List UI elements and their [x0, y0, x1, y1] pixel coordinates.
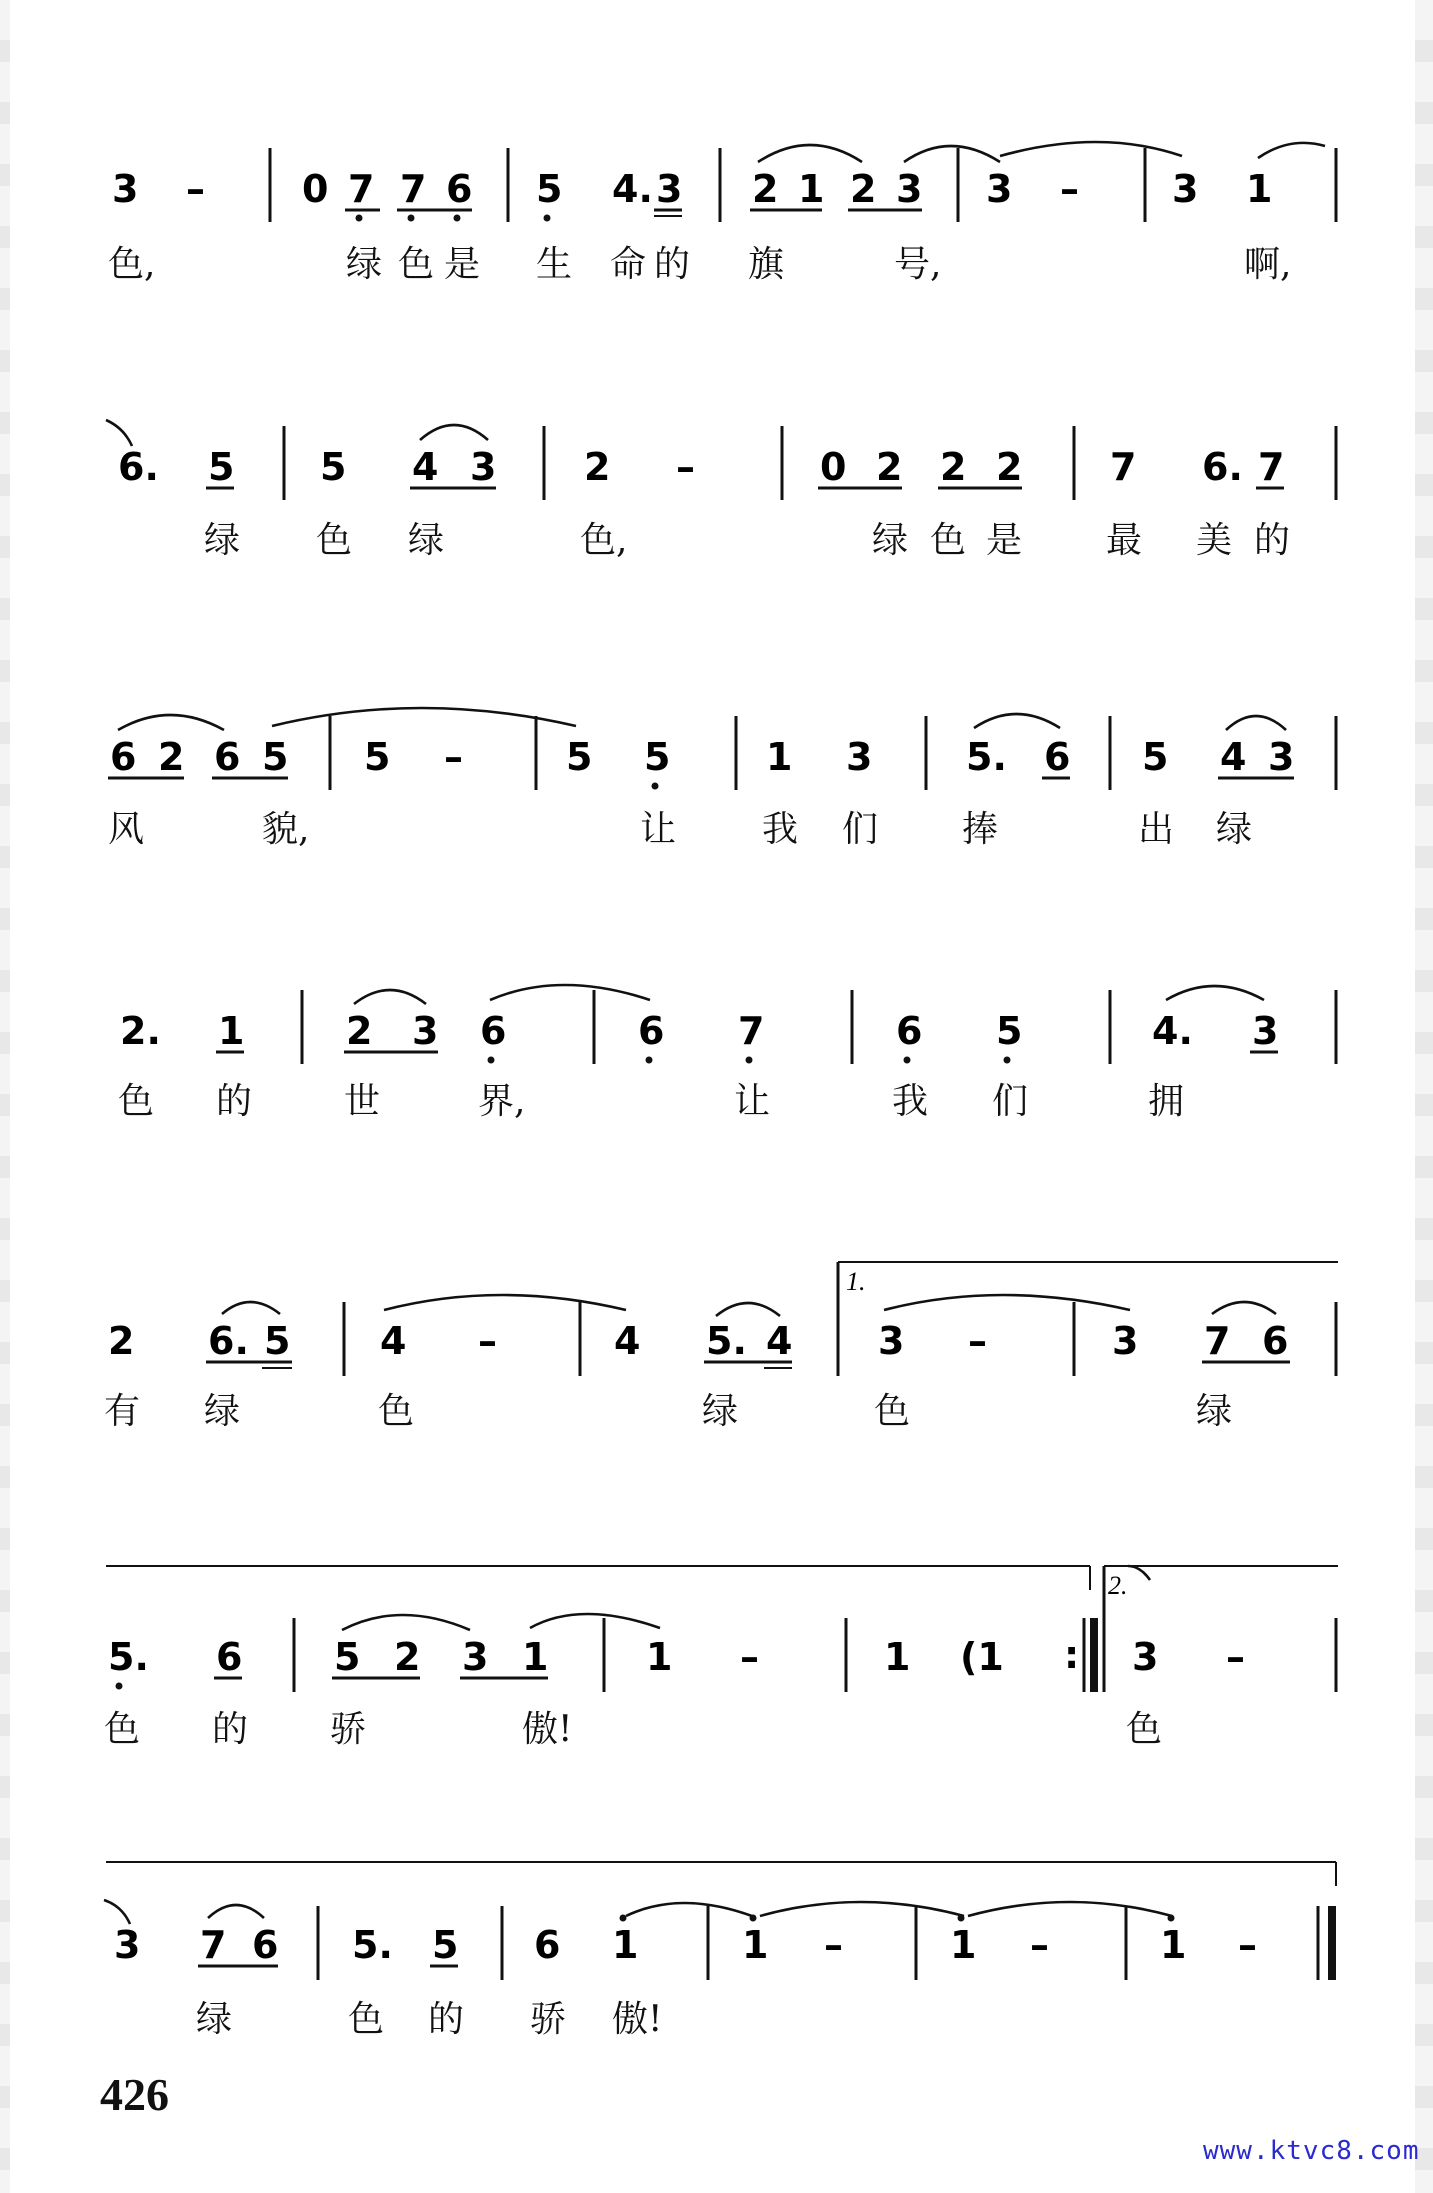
note: 4	[412, 445, 439, 489]
dash: –	[824, 1923, 843, 1967]
note: 5	[334, 1635, 361, 1679]
lyrics-row-5	[0, 1390, 1433, 1440]
high-octave-dot	[750, 1915, 757, 1922]
slur	[354, 990, 426, 1004]
lyric: 出	[1138, 809, 1175, 850]
note: 7	[200, 1923, 227, 1967]
repeat-sign: :	[1064, 1633, 1080, 1677]
note: 3	[896, 167, 923, 211]
note: 1	[766, 735, 793, 779]
lyric: 绿	[1216, 809, 1253, 850]
note: 3	[462, 1635, 489, 1679]
tie	[530, 1614, 660, 1628]
lyric: 旗	[748, 244, 785, 285]
dash: –	[1226, 1635, 1245, 1679]
lyric: 色	[104, 1709, 141, 1750]
note: 2	[850, 167, 877, 211]
lyric: 命	[610, 244, 647, 285]
note: 5.	[352, 1923, 393, 1967]
note: 4.	[612, 167, 653, 211]
note: 2.	[120, 1009, 161, 1053]
note: 6.	[118, 445, 159, 489]
dash: –	[1030, 1923, 1049, 1967]
lyric: 我	[892, 1081, 929, 1122]
lyric: 我	[762, 809, 799, 850]
note: 2	[394, 1635, 421, 1679]
lyric: 绿	[872, 520, 909, 561]
note: 3	[846, 735, 873, 779]
note: 3	[1132, 1635, 1159, 1679]
low-octave-dot	[408, 215, 415, 222]
note: 5	[208, 445, 235, 489]
dash: –	[968, 1319, 987, 1363]
note: 1	[950, 1923, 977, 1967]
tie	[272, 708, 576, 726]
lyric: 色	[316, 520, 353, 561]
slur	[716, 1303, 780, 1316]
slur	[208, 1905, 264, 1918]
note: 6	[216, 1635, 243, 1679]
dash: –	[1238, 1923, 1257, 1967]
note: 5	[262, 735, 289, 779]
note: 4	[380, 1319, 407, 1363]
lyric: 色	[398, 244, 435, 285]
note: 2	[996, 445, 1023, 489]
note: 5	[432, 1923, 459, 1967]
low-octave-dot	[488, 1057, 495, 1064]
note: 3	[1252, 1009, 1279, 1053]
note: 5	[536, 167, 563, 211]
slur	[974, 714, 1060, 728]
dash: –	[186, 167, 205, 211]
note: 3	[656, 167, 683, 211]
lyrics-row-4	[0, 1080, 1433, 1130]
note: 2	[584, 445, 611, 489]
note: 7	[400, 167, 427, 211]
lyric: 界,	[478, 1081, 526, 1122]
slur	[1258, 143, 1325, 158]
slur	[758, 145, 862, 162]
lyric: 让	[640, 809, 677, 850]
note: 6	[480, 1009, 507, 1053]
note: 4	[766, 1319, 793, 1363]
note: 3	[878, 1319, 905, 1363]
tie-start	[106, 420, 132, 446]
note: 2	[752, 167, 779, 211]
note: 1	[742, 1923, 769, 1967]
lyric: 号,	[894, 244, 942, 285]
note: 5	[320, 445, 347, 489]
lyric: 绿	[204, 1391, 241, 1432]
note: 5	[996, 1009, 1023, 1053]
slur	[420, 425, 488, 440]
note: 4.	[1152, 1009, 1193, 1053]
lyric: 色	[1126, 1709, 1163, 1750]
lyric: 有	[104, 1391, 141, 1432]
lyric: 傲!	[612, 1999, 663, 2040]
note: 0	[302, 167, 329, 211]
lyric: 生	[536, 244, 573, 285]
dash: –	[478, 1319, 497, 1363]
note: 6	[1044, 735, 1071, 779]
slur	[118, 715, 224, 730]
note: 3	[1268, 735, 1295, 779]
lyric: 啊,	[1244, 244, 1292, 285]
note: 2	[108, 1319, 135, 1363]
lyric: 色	[930, 520, 967, 561]
tie-start	[104, 1900, 130, 1924]
lyric: 色	[118, 1081, 155, 1122]
note: 1	[1246, 167, 1273, 211]
note: 6	[638, 1009, 665, 1053]
note: 6	[446, 167, 473, 211]
tie	[626, 1903, 752, 1916]
note: 3	[470, 445, 497, 489]
note: 3	[114, 1923, 141, 1967]
lyric: 色	[348, 1999, 385, 2040]
tie	[968, 1902, 1172, 1916]
lyric: 色	[378, 1391, 415, 1432]
system-3	[108, 708, 1336, 790]
dash: –	[740, 1635, 759, 1679]
lyric: 世	[344, 1081, 381, 1122]
lyric: 的	[216, 1081, 253, 1122]
system-1	[112, 142, 1336, 222]
note: 2	[346, 1009, 373, 1053]
note: 1	[798, 167, 825, 211]
low-octave-dot	[356, 215, 363, 222]
low-octave-dot	[116, 1683, 123, 1690]
note: 2	[876, 445, 903, 489]
tie	[760, 1902, 964, 1916]
system-5	[108, 1262, 1338, 1376]
lyric: 的	[1254, 520, 1291, 561]
tie	[1000, 142, 1182, 156]
lyric: 们	[992, 1081, 1029, 1122]
high-octave-dot	[1168, 1915, 1175, 1922]
tie	[490, 985, 650, 1000]
system-2	[106, 420, 1336, 500]
note: 6	[110, 735, 137, 779]
lyric: 的	[212, 1709, 249, 1750]
slur-end	[1128, 1566, 1150, 1580]
lyric: 让	[734, 1081, 771, 1122]
note: 3	[1172, 167, 1199, 211]
lyric: 最	[1106, 520, 1143, 561]
note: 6	[252, 1923, 279, 1967]
note: 5	[1142, 735, 1169, 779]
volta-label: 2.	[1108, 1571, 1128, 1600]
note: 3	[412, 1009, 439, 1053]
note: 7	[348, 167, 375, 211]
note: 2	[158, 735, 185, 779]
note: 4	[614, 1319, 641, 1363]
note: (1	[960, 1635, 1004, 1679]
lyric: 绿	[196, 1999, 233, 2040]
note: 1	[884, 1635, 911, 1679]
note: 5	[566, 735, 593, 779]
lyrics-row-6	[0, 1708, 1433, 1758]
note: 7	[738, 1009, 765, 1053]
lyric: 们	[842, 809, 879, 850]
note: 1	[1160, 1923, 1187, 1967]
lyric: 的	[428, 1999, 465, 2040]
note: 1	[522, 1635, 549, 1679]
site-watermark: www.ktvc8.com	[1203, 2136, 1420, 2166]
note: 5	[264, 1319, 291, 1363]
dash: –	[1060, 167, 1079, 211]
lyric: 风	[108, 809, 145, 850]
note: 7	[1110, 445, 1137, 489]
lyrics-row-1	[0, 243, 1433, 293]
slur	[1212, 1302, 1276, 1314]
note: 2	[940, 445, 967, 489]
lyric: 绿	[346, 244, 383, 285]
lyric: 绿	[204, 520, 241, 561]
slur	[1226, 716, 1286, 730]
lyric: 貌,	[262, 809, 310, 850]
low-octave-dot	[1004, 1057, 1011, 1064]
low-octave-dot	[746, 1057, 753, 1064]
lyrics-row-7	[0, 1998, 1433, 2048]
page-number: 426	[100, 2069, 169, 2120]
tie	[884, 1295, 1130, 1310]
low-octave-dot	[646, 1057, 653, 1064]
note: 5	[644, 735, 671, 779]
note: 6	[1262, 1319, 1289, 1363]
low-octave-dot	[652, 783, 659, 790]
lyric: 绿	[408, 520, 445, 561]
lyric: 美	[1196, 520, 1233, 561]
lyric: 捧	[962, 809, 999, 850]
slur	[222, 1302, 280, 1314]
dash: –	[444, 735, 463, 779]
note: 3	[112, 167, 139, 211]
lyric: 是	[986, 520, 1023, 561]
low-octave-dot	[904, 1057, 911, 1064]
system-6	[106, 1566, 1338, 1692]
note: 3	[986, 167, 1013, 211]
lyric: 绿	[702, 1391, 739, 1432]
note: 6.	[208, 1319, 249, 1363]
lyric: 的	[654, 244, 691, 285]
note: 1	[218, 1009, 245, 1053]
high-octave-dot	[620, 1915, 627, 1922]
lyrics-row-3	[0, 808, 1433, 858]
volta-label: 1.	[846, 1267, 866, 1296]
lyric: 骄	[330, 1709, 367, 1750]
note: 7	[1204, 1319, 1231, 1363]
lyric: 骄	[530, 1999, 567, 2040]
note: 1	[646, 1635, 673, 1679]
lyrics-row-2	[0, 519, 1433, 569]
lyric: 拥	[1148, 1081, 1185, 1122]
note: 5	[364, 735, 391, 779]
note: 3	[1112, 1319, 1139, 1363]
system-7	[104, 1862, 1336, 1980]
lyric: 是	[444, 244, 481, 285]
lyric: 傲!	[522, 1709, 573, 1750]
note: 1	[612, 1923, 639, 1967]
note: 0	[820, 445, 847, 489]
lyric: 色	[874, 1391, 911, 1432]
system-4	[120, 985, 1336, 1064]
high-octave-dot	[958, 1915, 965, 1922]
note: 6	[214, 735, 241, 779]
low-octave-dot	[454, 215, 461, 222]
lyric: 色,	[108, 244, 156, 285]
note: 5.	[706, 1319, 747, 1363]
slur	[904, 146, 1000, 162]
dash: –	[676, 445, 695, 489]
note: 5.	[966, 735, 1007, 779]
note: 6	[534, 1923, 561, 1967]
note: 7	[1258, 445, 1285, 489]
tie	[384, 1295, 626, 1310]
lyric: 绿	[1196, 1391, 1233, 1432]
note: 5.	[108, 1635, 149, 1679]
note: 6.	[1202, 445, 1243, 489]
note: 4	[1220, 735, 1247, 779]
lyric: 色,	[580, 520, 628, 561]
slur	[342, 1615, 470, 1630]
note: 6	[896, 1009, 923, 1053]
slur	[1166, 986, 1264, 1000]
low-octave-dot	[544, 215, 551, 222]
